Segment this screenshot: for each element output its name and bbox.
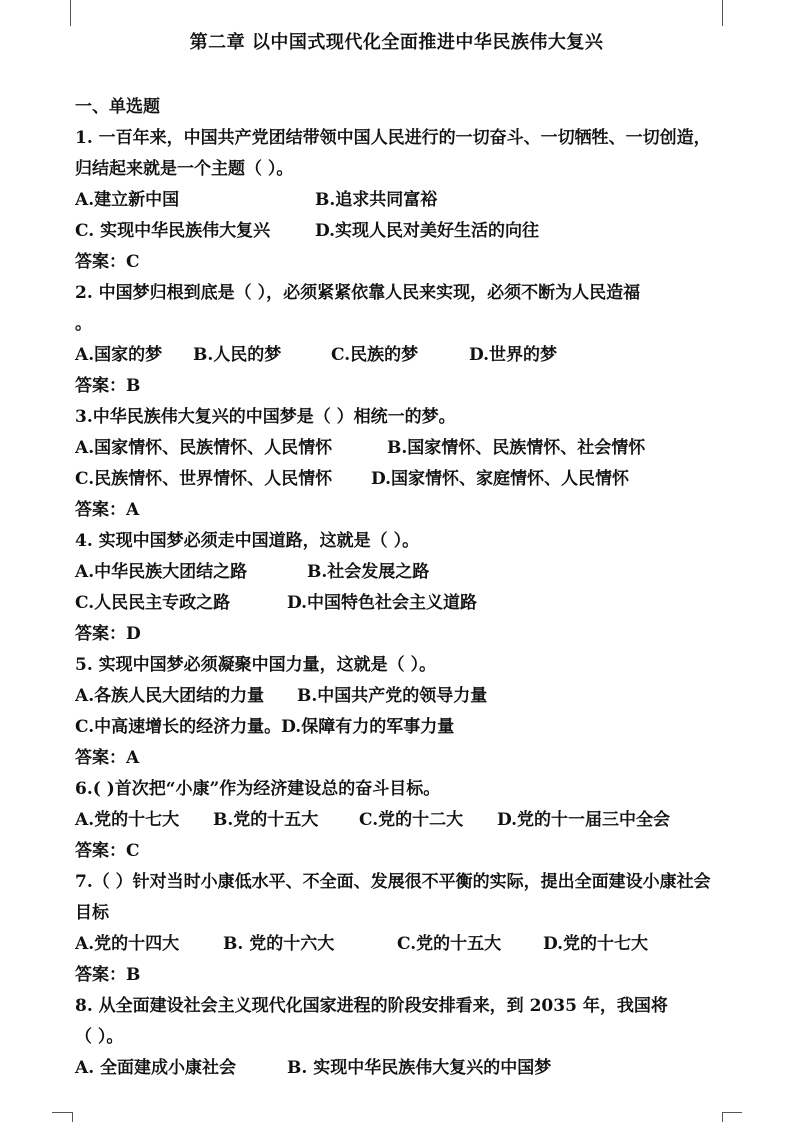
option-d: D.国家情怀、家庭情怀、人民情怀 xyxy=(371,469,630,489)
question-4: 4. 实现中国梦必须走中国道路，这就是（ ）。 xyxy=(75,531,420,551)
answer: 答案：C xyxy=(75,252,140,272)
question-8-options xyxy=(75,1053,725,1084)
question-7: 7.（ ）针对当时小康低水平、不全面、发展很不平衡的实际，提出全面建设小康社会目标 xyxy=(75,872,711,923)
question-4-options xyxy=(75,588,725,619)
question-3-options xyxy=(75,433,725,464)
option-d: D.党的十一届三中全会 xyxy=(497,810,671,830)
answer: 答案：C xyxy=(75,841,140,861)
question-2: 2. 中国梦归根到底是（ ），必须紧紧依靠人民来实现，必须不断为人民造福 xyxy=(75,283,641,303)
option-c: C.党的十二大 xyxy=(359,810,464,830)
option-b: B.追求共同富裕 xyxy=(315,190,438,210)
option-c: C.民族的梦 xyxy=(331,345,419,365)
option-b: B.中国共产党的领导力量 xyxy=(297,686,488,706)
question-7-options xyxy=(75,929,725,960)
option-c: C.党的十五大 xyxy=(397,934,502,954)
option-d: D.世界的梦 xyxy=(469,345,558,365)
option-a: A.各族人民大团结的力量 xyxy=(75,686,265,706)
question-6: 6.( )首次把“小康”作为经济建设总的奋斗目标。 xyxy=(75,779,441,799)
question-5-options xyxy=(75,712,725,743)
option-d: D.保障有力的军事力量 xyxy=(281,717,455,737)
option-a: A. 全面建成小康社会 xyxy=(75,1058,237,1078)
option-c: C.中高速增长的经济力量。 xyxy=(75,717,282,737)
crop-mark xyxy=(70,0,71,26)
question-8-continued: （ ）。 xyxy=(75,1027,124,1047)
page-title: 第二章 以中国式现代化全面推进中华民族伟大复兴 xyxy=(189,32,604,53)
crop-mark xyxy=(72,1112,73,1122)
question-1: 1. 一百年来，中国共产党团结带领中国人民进行的一切奋斗、一切牺牲、一切创造，归结起来就是一个主题（ ）。 xyxy=(75,128,711,179)
option-a: A.建立新中国 xyxy=(75,190,180,210)
option-b: B. 实现中华民族伟大复兴的中国梦 xyxy=(287,1058,552,1078)
option-c: C.民族情怀、世界情怀、人民情怀 xyxy=(75,469,333,489)
option-c: C. 实现中华民族伟大复兴 xyxy=(75,221,271,241)
answer: 答案：A xyxy=(75,500,140,520)
crop-mark xyxy=(722,0,723,26)
option-b: B.人民的梦 xyxy=(193,345,282,365)
question-2-options xyxy=(75,340,725,371)
question-6-options xyxy=(75,805,725,836)
option-d: D.党的十七大 xyxy=(543,934,649,954)
option-d: D.中国特色社会主义道路 xyxy=(287,593,478,613)
option-a: A.党的十四大 xyxy=(75,934,180,954)
option-c: C.人民民主专政之路 xyxy=(75,593,231,613)
question-8: 8. 从全面建设社会主义现代化国家进程的阶段安排看来，到 2035 年，我国将 xyxy=(75,996,668,1016)
question-4-options xyxy=(75,557,725,588)
option-b: B.党的十五大 xyxy=(213,810,319,830)
answer: 答案：B xyxy=(75,376,141,396)
option-b: B.国家情怀、民族情怀、社会情怀 xyxy=(387,438,646,458)
answer: 答案：B xyxy=(75,965,141,985)
question-5: 5. 实现中国梦必须凝聚中国力量，这就是（ ）。 xyxy=(75,655,437,675)
question-2-continued: 。 xyxy=(75,314,92,334)
question-5-options xyxy=(75,681,725,712)
option-a: A.党的十七大 xyxy=(75,810,180,830)
crop-mark xyxy=(722,1112,742,1113)
option-a: A.中华民族大团结之路 xyxy=(75,562,248,582)
section-heading: 一、单选题 xyxy=(75,97,160,117)
question-3-options xyxy=(75,464,725,495)
option-a: A.国家的梦 xyxy=(75,345,163,365)
question-1-options xyxy=(75,216,725,247)
answer: 答案：A xyxy=(75,748,140,768)
crop-mark xyxy=(52,1112,72,1113)
question-1-options xyxy=(75,185,725,216)
answer: 答案：D xyxy=(75,624,141,644)
option-b: B.社会发展之路 xyxy=(307,562,430,582)
crop-mark xyxy=(722,1112,723,1122)
option-a: A.国家情怀、民族情怀、人民情怀 xyxy=(75,438,333,458)
document-body xyxy=(75,92,725,1084)
question-3: 3.中华民族伟大复兴的中国梦是（ ）相统一的梦。 xyxy=(75,407,456,427)
option-b: B. 党的十六大 xyxy=(223,934,335,954)
option-d: D.实现人民对美好生活的向往 xyxy=(315,221,540,241)
